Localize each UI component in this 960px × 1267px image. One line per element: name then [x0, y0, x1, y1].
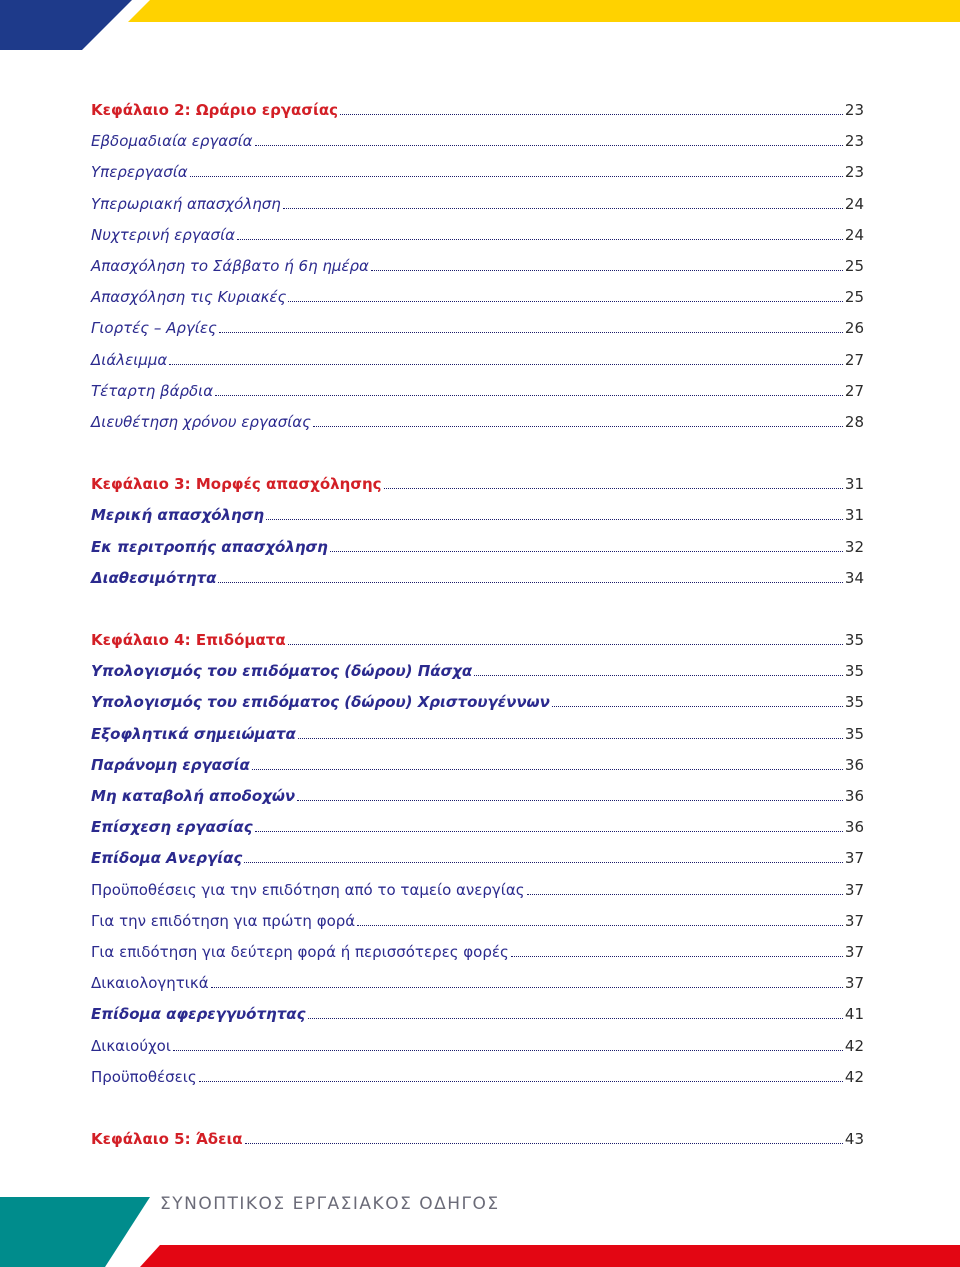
toc-page-number: 36 [844, 755, 864, 774]
toc-entry-row [91, 375, 864, 401]
toc-entry-label: Κεφάλαιο 2: Ωράριο εργασίας [91, 101, 339, 119]
toc-entry-row [91, 219, 864, 245]
toc-dot-leader [357, 925, 843, 926]
toc-chapter-row [91, 624, 864, 650]
toc-entry-label: Για επιδότηση για δεύτερη φορά ή περισσότερες φορές [91, 943, 509, 961]
toc-page-number: 28 [844, 413, 864, 431]
toc-dot-leader [371, 270, 843, 271]
toc-entry-row [91, 344, 864, 370]
toc-entry-label: Γιορτές – Αργίες [91, 319, 217, 338]
toc-page-number: 24 [844, 225, 864, 244]
toc-dot-leader [199, 1081, 843, 1082]
toc-dot-leader [190, 176, 843, 177]
toc-page-number: 23 [844, 101, 864, 119]
toc-entry-row [91, 281, 864, 307]
toc-dot-leader [237, 239, 843, 240]
toc-entry-label: Απασχόληση τις Κυριακές [91, 288, 287, 307]
toc-entry-label: Προϋποθέσεις για την επιδότηση από το ταμείο ανεργίας [91, 880, 525, 899]
toc-dot-leader [244, 862, 843, 863]
toc-dot-leader [474, 675, 843, 676]
toc-page-number: 37 [844, 943, 864, 961]
toc-page-number: 35 [844, 631, 864, 649]
top-yellow-stripe [128, 0, 960, 22]
toc-dot-leader [255, 831, 843, 832]
toc-dot-leader [297, 800, 843, 801]
toc-chapter-row [91, 94, 864, 120]
toc-entry-label: Υπερωριακή απασχόληση [91, 194, 281, 213]
toc-entry-row [91, 967, 864, 993]
toc-entry-label: Δικαιολογητικά [91, 974, 209, 993]
toc-page-number: 24 [844, 194, 864, 213]
toc-page-number: 43 [844, 1130, 864, 1148]
toc-page-number: 23 [844, 163, 864, 182]
toc-page-number: 27 [844, 350, 864, 369]
toc-dot-leader [218, 582, 842, 583]
toc-entry-label: Μερική απασχόληση [91, 506, 265, 525]
toc-dot-leader [245, 1143, 843, 1144]
toc-entry-row [91, 874, 864, 900]
toc-entry-row [91, 842, 864, 868]
toc-entry-label: Απασχόληση το Σάββατο ή 6η ημέρα [91, 257, 369, 275]
toc-dot-leader [288, 301, 843, 302]
footer-title: ΣΥΝΟΠΤΙΚΟΣ ΕΡΓΑΣΙΑΚΟΣ ΟΔΗΓΟΣ [160, 1194, 500, 1214]
toc-entry-row [91, 811, 864, 837]
toc-page-number: 31 [844, 506, 864, 525]
toc-page-number: 35 [844, 724, 864, 743]
toc-page-number: 25 [844, 257, 864, 275]
toc-entry-label: Προϋποθέσεις [91, 1067, 197, 1086]
toc-entry-label: Κεφάλαιο 4: Επιδόματα [91, 631, 286, 649]
toc-entry-label: Επίδομα αφερεγγυότητας [91, 1005, 306, 1024]
toc-entry-row [91, 718, 864, 744]
toc-entry-row [91, 188, 864, 214]
toc-entry-label: Εβδομαδιαία εργασία [91, 132, 253, 151]
toc-entry-label: Για την επιδότηση για πρώτη φορά [91, 911, 356, 930]
bottom-red-stripe [0, 1240, 960, 1267]
toc-entry-row [91, 936, 864, 962]
toc-dot-leader [252, 769, 843, 770]
toc-page-number: 37 [844, 911, 864, 930]
toc-page-number: 27 [844, 381, 864, 400]
toc-dot-leader [552, 706, 843, 707]
toc-dot-leader [384, 488, 843, 489]
toc-entry-label: Μη καταβολή αποδοχών [91, 787, 296, 805]
toc-page-number: 31 [844, 475, 864, 494]
toc-entry-row [91, 1061, 864, 1087]
toc-page-number: 35 [844, 662, 864, 681]
toc-page-number: 42 [844, 1036, 864, 1055]
toc-dot-leader [211, 987, 843, 988]
toc-entry-label: Εκ περιτροπής απασχόληση [91, 537, 328, 556]
toc-dot-leader [215, 395, 843, 396]
toc-dot-leader [288, 644, 843, 645]
toc-entry-label: Εξοφλητικά σημειώματα [91, 724, 296, 743]
toc-dot-leader [266, 519, 843, 520]
toc-entry-row [91, 156, 864, 182]
toc-page-number: 32 [844, 537, 864, 556]
toc-page-number: 36 [844, 818, 864, 837]
toc-page-number: 37 [844, 849, 864, 868]
toc-entry-row [91, 406, 864, 432]
toc-dot-leader [308, 1018, 843, 1019]
toc-entry-label: Υπολογισμός του επιδόματος (δώρου) Πάσχα [91, 662, 473, 681]
toc-page-number: 25 [844, 288, 864, 307]
toc-entry-label: Κεφάλαιο 3: Μορφές απασχόλησης [91, 475, 382, 494]
toc-entry-label: Διευθέτηση χρόνου εργασίας [91, 413, 311, 431]
toc-dot-leader [219, 332, 843, 333]
toc-page-number: 37 [844, 880, 864, 899]
toc-dot-leader [340, 114, 843, 115]
toc-entry-row [91, 1030, 864, 1056]
toc-chapter-row [91, 1123, 864, 1149]
toc-entry-label: Επίσχεση εργασίας [91, 818, 253, 837]
toc-page-number: 34 [844, 568, 864, 587]
toc-page-number: 41 [844, 1005, 864, 1024]
toc-dot-leader [511, 956, 843, 957]
toc-page-number: 37 [844, 974, 864, 993]
toc-entry-row [91, 499, 864, 525]
toc-entry-label: Παράνομη εργασία [91, 755, 250, 774]
toc-entry-label: Κεφάλαιο 5: Άδεια [91, 1130, 243, 1148]
toc-entry-label: Δικαιούχοι [91, 1036, 171, 1055]
toc-entry-row [91, 780, 864, 806]
toc-entry-row [91, 905, 864, 931]
toc-entry-label: Υπερεργασία [91, 163, 188, 182]
toc-entry-label: Υπολογισμός του επιδόματος (δώρου) Χριστουγέννων [91, 693, 550, 712]
toc-entry-label: Επίδομα Ανεργίας [91, 849, 243, 868]
toc-dot-leader [283, 208, 843, 209]
toc-entry-row [91, 655, 864, 681]
toc-entry-row [91, 312, 864, 338]
toc-entry-label: Διάλειμμα [91, 350, 168, 369]
toc-dot-leader [527, 894, 843, 895]
toc-dot-leader [173, 1050, 843, 1051]
toc-page-number: 23 [844, 132, 864, 151]
toc-entry-row [91, 686, 864, 712]
toc-page-number: 36 [844, 787, 864, 805]
top-blue-shape [0, 0, 132, 50]
toc-entry-row [91, 562, 864, 588]
toc-entry-row [91, 749, 864, 775]
toc-dot-leader [313, 426, 843, 427]
toc-chapter-row [91, 468, 864, 494]
toc-page-number: 42 [844, 1067, 864, 1086]
toc-dot-leader [298, 738, 843, 739]
toc-entry-row [91, 250, 864, 276]
toc-entry-row [91, 998, 864, 1024]
top-decorative-band [0, 0, 960, 50]
toc-entry-row [91, 125, 864, 151]
toc-dot-leader [255, 145, 843, 146]
toc-dot-leader [330, 551, 843, 552]
toc-entry-label: Διαθεσιμότητα [91, 568, 217, 587]
toc-page-number: 26 [844, 319, 864, 338]
toc-entry-label: Τέταρτη βάρδια [91, 381, 214, 400]
toc-page-number: 35 [844, 693, 864, 712]
toc-entry-row [91, 531, 864, 557]
toc-entry-label: Νυχτερινή εργασία [91, 225, 236, 244]
toc-dot-leader [169, 364, 843, 365]
